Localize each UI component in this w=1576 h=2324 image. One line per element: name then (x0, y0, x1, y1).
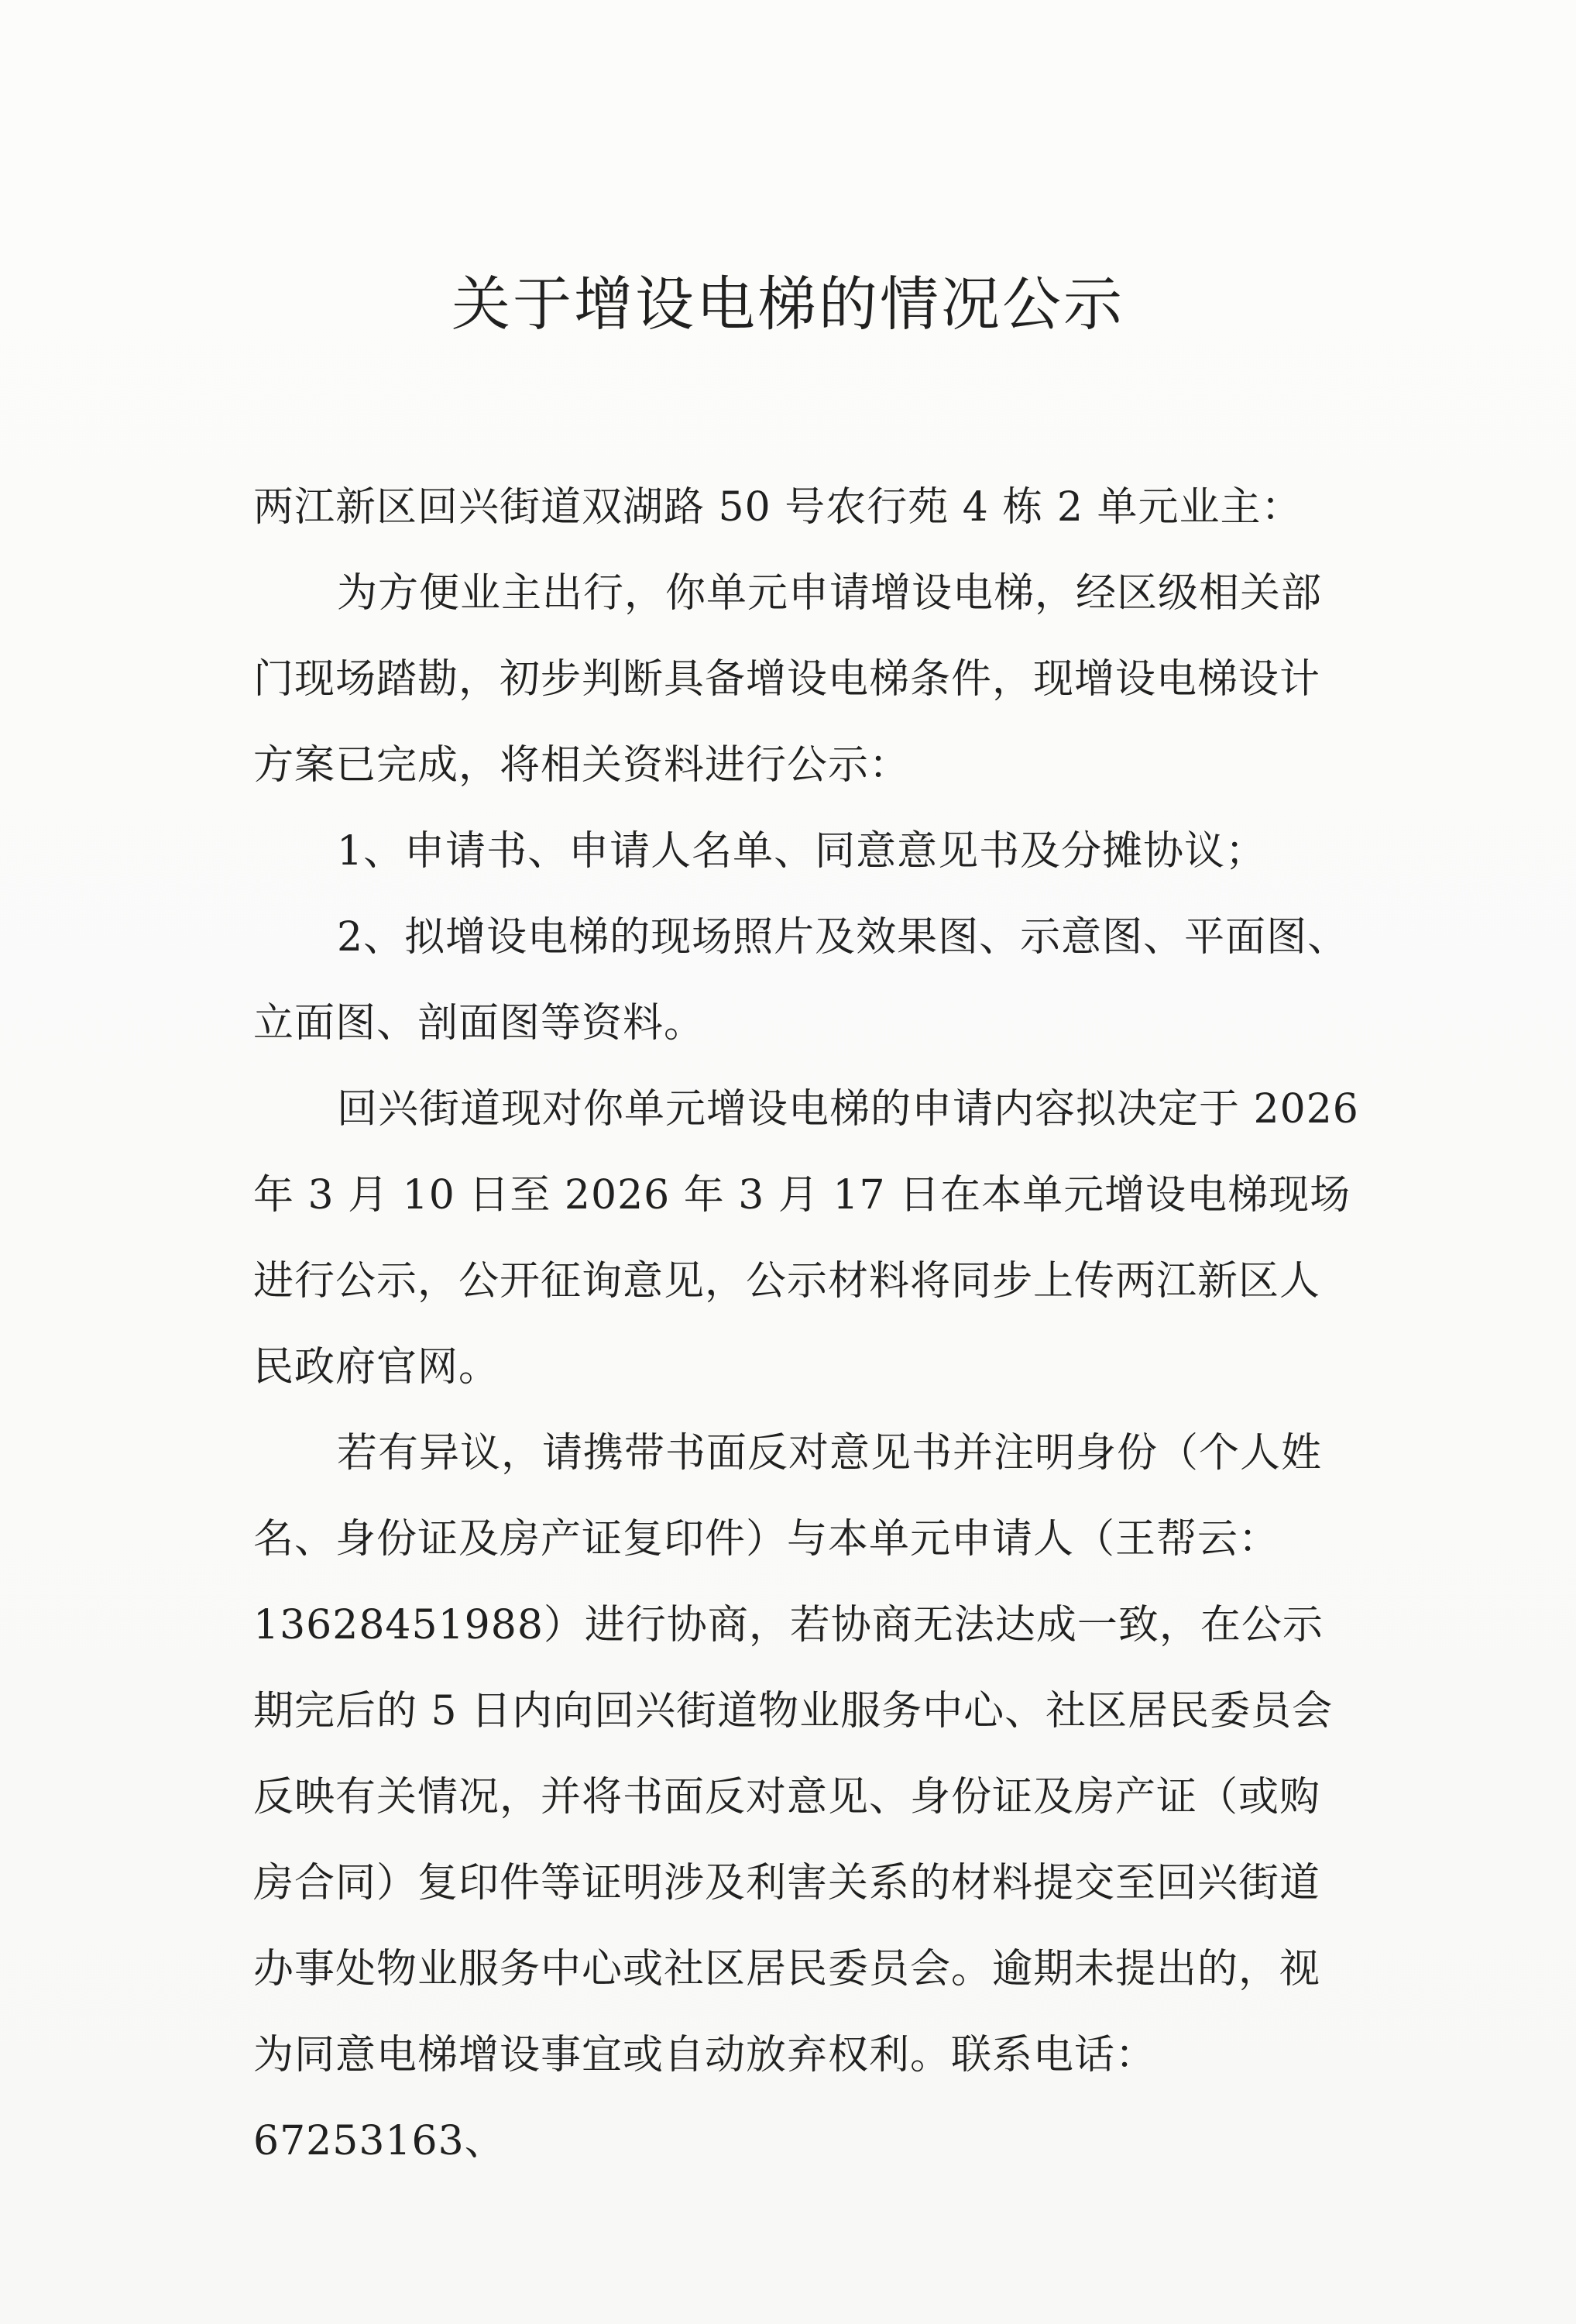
paragraph-2: 回兴街道现对你单元增设电梯的申请内容拟决定于 2026 年 3 月 10 日至 2026 年 3 月 17 日在本单元增设电梯现场进行公示，公开征询意见，公示材料将同步上传两江新区人民政府官网。 (253, 1086, 1359, 1391)
document-title: 关于增设电梯的情况公示 (452, 270, 1124, 339)
paragraph-3: 若有异议，请携带书面反对意见书并注明身份（个人姓名、身份证及房产证复印件）与本单元申请人（王帮云：13628451988）进行协商，若协商无法达成一致，在公示期完后的 5 日内向回兴街道物业服务中心、社区居民委员会反映有关情况，并将书面反对意见、身份证及房产证（或购房合同）复印件等证明涉及利害关系的材料提交至回兴街道办事处物业服务中心或社区居民委员会。逾期未提出的，视为同意电梯增设事宜或自动放弃权利。联系电话：67253163、 (253, 1430, 1334, 2164)
list-item-1: 1、申请书、申请人名单、同意意见书及分摊协议； (337, 828, 1267, 875)
paragraph-1: 为方便业主出行，你单元申请增设电梯，经区级相关部门现场踏勘，初步判断具备增设电梯条件，现增设电梯设计方案已完成，将相关资料进行公示： (253, 570, 1323, 789)
document-body (253, 465, 1361, 2185)
salutation: 两江新区回兴街道双湖路 50 号农行苑 4 栋 2 单元业主： (253, 484, 1303, 531)
list-item-2: 2、拟增设电梯的现场照片及效果图、示意图、平面图、立面图、剖面图等资料。 (253, 914, 1349, 1047)
